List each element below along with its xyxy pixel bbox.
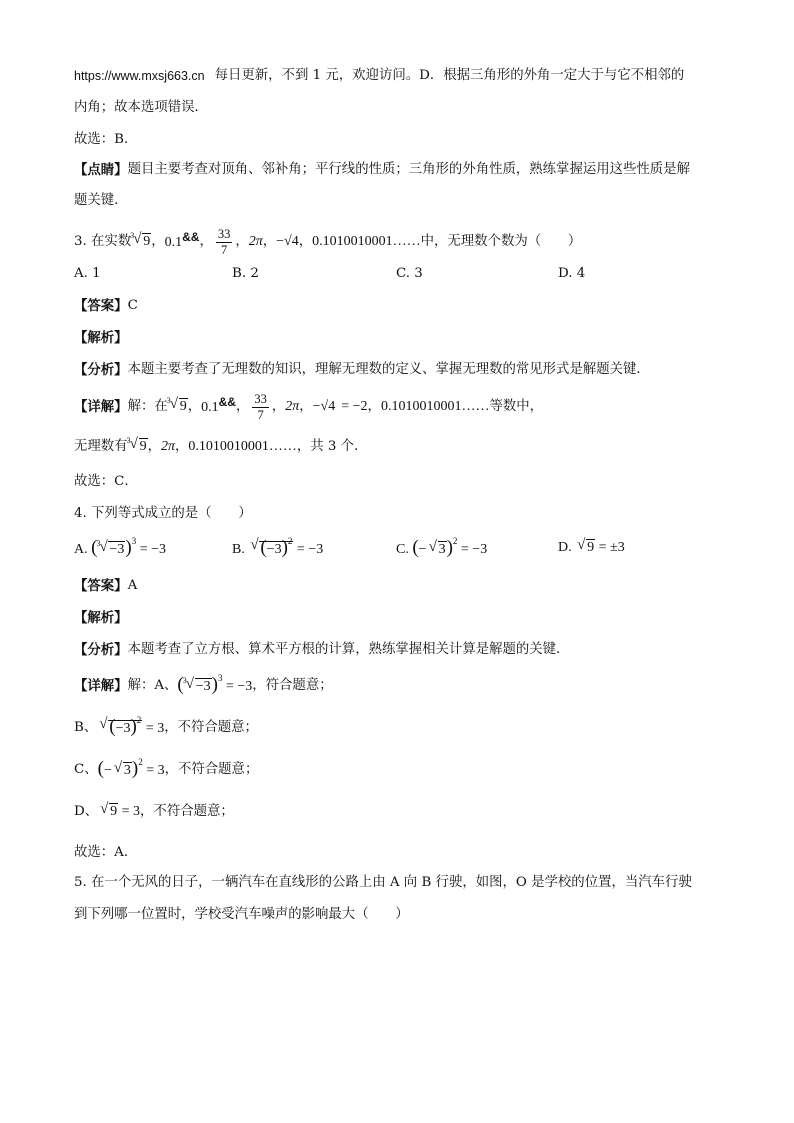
repeating-decimal: 0.1&& xyxy=(164,229,200,250)
q3-xiangjie: 【详解】 解：在 3 √ 9 ， 0.1&& ， $\frac{33}{7}$ ， 2π ， −√4 = −2 ， 0.1010010001…… 等数中， xyxy=(74,391,543,422)
q4-option-c: C. (− √ 3)$^2$ = −3 xyxy=(396,536,488,558)
q4-line-c: C、 (− √ 3)$^2$ = 3 ，不符合题意； xyxy=(74,757,259,779)
two-pi: 2π xyxy=(248,234,263,249)
q3-choice: 故选：C． xyxy=(74,474,138,489)
header-line xyxy=(74,66,684,86)
q3-stem: 3. 在实数 3 √ 9 ， 0.1&& ， $\frac{33}{7}$ ， 2π ， −√4 ， 0.1010010001…… 中，无理数个数为（ ） xyxy=(74,226,582,257)
header-note-cont: 内角；故本选项错误． xyxy=(74,100,208,115)
q4-answer: 【答案】 A xyxy=(74,578,138,594)
q4-choice: 故选：A． xyxy=(74,845,138,860)
q4-stem: 4. 下列等式成立的是（ ） xyxy=(74,506,252,521)
q3-analysis-tag: 【解析】 xyxy=(74,330,128,346)
q3-option-b: B. 2 xyxy=(232,266,259,281)
q3-stem-post: 中，无理数个数为（ ） xyxy=(420,234,582,249)
q4-options xyxy=(74,538,714,562)
q3-irrational: 无理数有 3 √ 9 ， 2π ， 0.1010010001…… ，共 3 个． xyxy=(74,436,368,454)
q5-stem-line1: 5. 在一个无风的日子，一辆汽车在直线形的公路上由 A 向 B 行驶，如图，O 是学校的位置，当汽车行驶 xyxy=(74,875,692,890)
q4-fenxi: 【分析】 本题考查了立方根、算术平方根的计算，熟练掌握相关计算是解题的关键． xyxy=(74,642,570,658)
q4-line-a: 【详解】 解：A、 ( 3 √ −3)$^3$ = −3 ，符合题意； xyxy=(74,673,333,695)
q3-answer: 【答案】 C xyxy=(74,298,138,314)
q2-dianjing xyxy=(74,160,690,180)
q2-dianjing-cont: 题关键． xyxy=(74,193,128,208)
q4-line-b: B、 √ $(-3)^2 = 3$ ，不符合题意； xyxy=(74,715,258,737)
q4-line-d: D、 √ 9 = 3 ，不符合题意； xyxy=(74,801,234,819)
q4-option-d: D. √ 9 = ±3 xyxy=(558,537,625,555)
q4-answer-value: A xyxy=(127,578,138,593)
q3-option-d: D. 4 xyxy=(558,266,586,281)
fraction-33-7: $\frac{33}{7}$ xyxy=(217,226,231,257)
q3-option-a: A. 1 xyxy=(74,266,101,281)
q3-answer-value: C xyxy=(127,298,138,313)
q3-stem-pre: 3. 在实数 xyxy=(74,234,132,249)
decimal-pattern: 0.1010010001…… xyxy=(312,234,421,249)
neg-sqrt-4: −√4 xyxy=(276,234,299,249)
cbrt-9: 3 √ 9 xyxy=(130,231,151,249)
q3-option-c: C. 3 xyxy=(396,266,423,281)
q3-options xyxy=(74,264,714,284)
header-note: 每日更新，不到 1 元，欢迎访问。D．根据三角形的外角一定大于与它不相邻的 xyxy=(214,68,685,83)
dianjing-tag: 【点睛】 xyxy=(74,162,128,178)
dianjing-text: 题目主要考查对顶角、邻补角；平行线的性质；三角形的外角性质，熟练掌握运用这些性质是解 xyxy=(127,162,690,177)
q5-stem-line2: 到下列哪一位置时，学校受汽车噪声的影响最大（ ） xyxy=(74,907,409,922)
q2-choice: 故选：B． xyxy=(74,132,138,147)
garbled-glyph: && xyxy=(182,229,200,244)
q4-option-a: A. ( 3 √ −3)$^3$ = −3 xyxy=(74,536,166,558)
q4-option-b: B. √ $(-3)^2 = -3$ xyxy=(232,536,324,558)
q3-fenxi: 【分析】 本题主要考查了无理数的知识，理解无理数的定义、掌握无理数的常见形式是解题关键． xyxy=(74,362,650,378)
site-url[interactable]: https://www.mxsj663.cn xyxy=(74,69,205,83)
q4-analysis-tag: 【解析】 xyxy=(74,610,128,626)
